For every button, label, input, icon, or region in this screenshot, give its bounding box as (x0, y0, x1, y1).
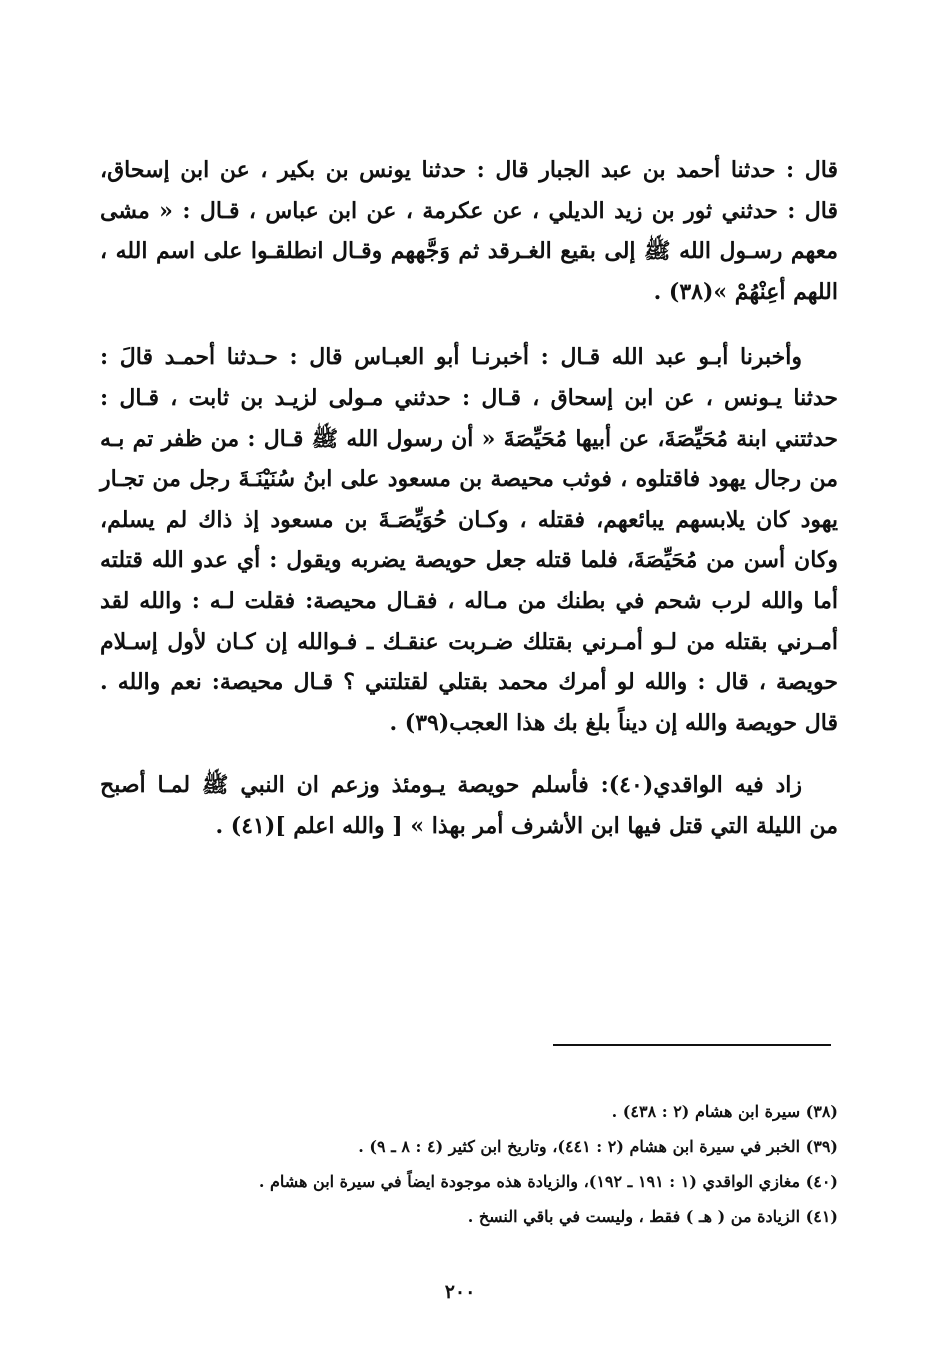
paragraph-1 (100, 150, 838, 312)
text-line: من الليلة التي قتل فيها ابن الأشرف أمر بهذا » [ والله اعلم ](٤١) . (215, 812, 838, 839)
text-line: حدثنا يـونس ، عن ابن إسحاق ، قـال : حدثني مـولى لزيـد بن ثابت ، قـال : (100, 384, 838, 411)
text-line: وأخبرنا أبـو عبد الله قـال : أخبرنـا أبو العبـاس قال : حـدثنا أحمـد قالَ : (100, 344, 802, 371)
text-line: زاد فيه الواقدي(٤٠): فأسلم حويصة يـومئذ وزعم ان النبي ﷺ لمـا أصبح (100, 772, 802, 799)
text-line: يهود كان يلابسهم يبائعهم، فقتله ، وكـان حُوَيِّصَـةَ بن مسعود إذ ذاك لم يسلم، (100, 506, 838, 533)
footnote: (٤٠) مغازي الواقدي (١ : ١٩١ ـ ١٩٢)، والزيادة هذه موجودة ايضاً في سيرة ابن هشام . (258, 1172, 838, 1191)
text-line: حدثتني ابنة مُحَيِّصَةَ، عن أبيها مُحَيِّصَةَ « أن رسول الله ﷺ قـال : من ظفر تم بـه (100, 425, 838, 452)
main-text (100, 150, 838, 847)
text-line: قال : حدثنا أحمد بن عبد الجبار قال : حدثنا يونس بن بكير ، عن ابن إسحاق، (100, 157, 838, 183)
text-line: حويصة ، قال : والله لو أمرك محمد بقتلي لقتلتني ؟ قـال محيصة: نعم والله . (100, 669, 838, 696)
text-line: قال : حدثني ثور بن زيد الديلي ، عن عكرمة ، عن ابن عباس ، قـال : « مشى (100, 197, 838, 224)
page-number: ٢٠٠ (444, 1281, 476, 1303)
text-line: من رجال يهود فاقتلوه ، فوثب محيصة بن مسعود على ابنُ سُنَيْنَـةَ رجل من تجـار (100, 466, 838, 493)
text-line: وكان أسن من مُحَيِّصَةَ، فلما قتله جعل حويصة يضربه ويقول : أي عدو الله قتلته (100, 547, 838, 574)
footnotes (200, 1094, 838, 1234)
text-line: اللهم أعِنْهُمْ »(٣٨) . (653, 278, 838, 305)
footnote: (٤١) الزيادة من ( هـ ) فقط ، وليست في باقي النسخ . (467, 1207, 838, 1226)
text-line: أمـرني بقتله من لـو أمـرني بقتلك ضـربت عنقـك ـ فـوالله إن كـان لأول إسـلام (100, 628, 838, 655)
paragraph-3 (100, 765, 838, 846)
paragraph-2 (100, 337, 838, 743)
footnote-separator (553, 1044, 831, 1046)
text-line: معهم رسـول الله ﷺ إلى بقيع الغـرقد ثم وَجَّههم وقـال انطلقـوا على اسم الله ، (100, 238, 838, 265)
footnote: (٣٩) الخبر في سيرة ابن هشام (٢ : ٤٤١)، وتاريخ ابن كثير (٤ : ٨ ـ ٩) . (358, 1137, 838, 1156)
text-line: أما والله لرب شحم في بطنك من مـاله ، فقـال محيصة: فقلت لـه : والله لقد (100, 587, 838, 614)
footnote: (٣٨) سيرة ابن هشام (٢ : ٤٣٨) . (611, 1102, 838, 1121)
text-line: قال حويصة والله إن ديناً بلغ بك هذا العجب(٣٩) . (389, 709, 838, 736)
